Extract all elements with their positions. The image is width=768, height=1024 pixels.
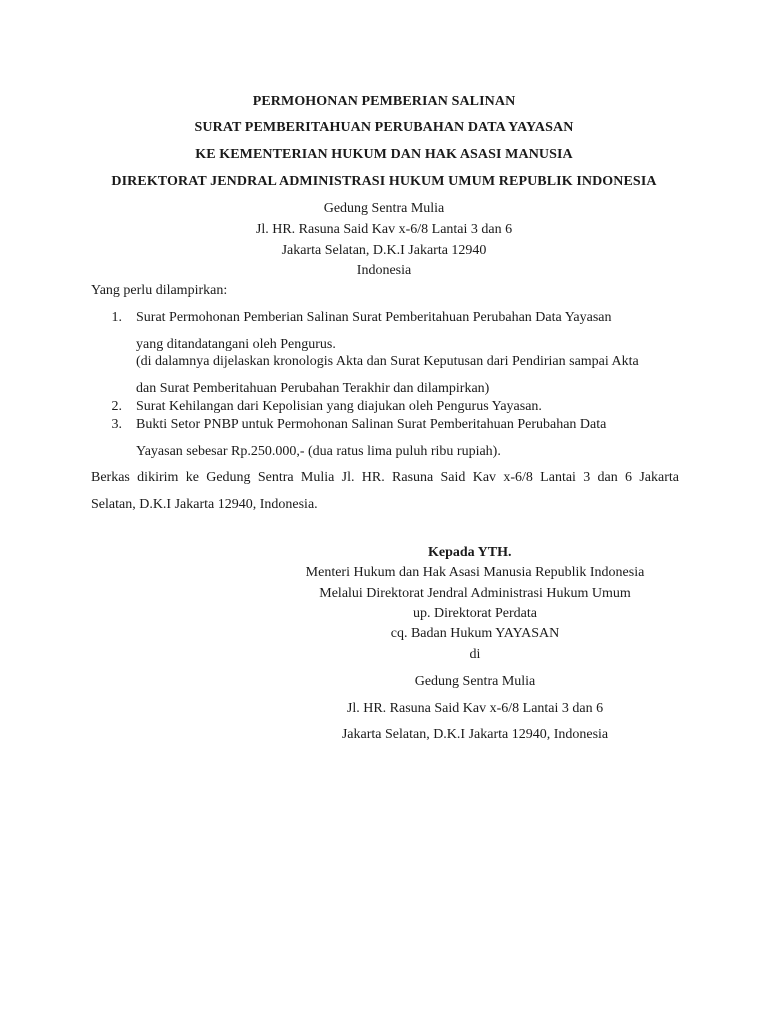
- list-item-1-line-4: dan Surat Pemberitahuan Perubahan Terakhir dan dilampirkan): [136, 381, 490, 396]
- list-item-2-line-1: Surat Kehilangan dari Kepolisian yang diajukan oleh Pengurus Yayasan.: [136, 399, 542, 414]
- title-line-4: DIREKTORAT JENDRAL ADMINISTRASI HUKUM UMUM REPUBLIK INDONESIA: [111, 174, 657, 189]
- list-item-number: 1.: [111, 310, 122, 325]
- recipient-line-7: Jl. HR. Rasuna Said Kav x-6/8 Lantai 3 dan 6: [346, 701, 604, 716]
- address-line-3: Jakarta Selatan, D.K.I Jakarta 12940: [281, 243, 487, 258]
- list-item-1-line-3: (di dalamnya dijelaskan kronologis Akta dan Surat Keputusan dari Pendirian sampai Akta: [136, 354, 639, 369]
- title-line-2: SURAT PEMBERITAHUAN PERUBAHAN DATA YAYASAN: [194, 120, 574, 135]
- list-item-1-line-1: Surat Permohonan Pemberian Salinan Surat Pemberitahuan Perubahan Data Yayasan: [136, 310, 612, 325]
- list-item-number: 2.: [111, 399, 122, 414]
- address-line-2: Jl. HR. Rasuna Said Kav x-6/8 Lantai 3 dan 6: [255, 222, 513, 237]
- recipient-line-2: Melalui Direktorat Jendral Administrasi Hukum Umum: [319, 586, 631, 601]
- address-line-1: Gedung Sentra Mulia: [323, 201, 445, 216]
- shipping-line-2: Selatan, D.K.I Jakarta 12940, Indonesia.: [91, 497, 318, 512]
- recipient-line-8: Jakarta Selatan, D.K.I Jakarta 12940, Indonesia: [341, 727, 609, 742]
- list-item-1-line-2: yang ditandatangani oleh Pengurus.: [136, 337, 336, 352]
- title-line-3: KE KEMENTERIAN HUKUM DAN HAK ASASI MANUSIA: [195, 147, 573, 162]
- recipient-line-5: di: [469, 647, 481, 662]
- recipient-line-1: Menteri Hukum dan Hak Asasi Manusia Republik Indonesia: [305, 565, 645, 580]
- shipping-line-1: Berkas dikirim ke Gedung Sentra Mulia Jl. HR. Rasuna Said Kav x-6/8 Lantai 3 dan 6 Jakarta: [91, 470, 679, 485]
- list-item-3-line-2: Yayasan sebesar Rp.250.000,- (dua ratus lima puluh ribu rupiah).: [136, 444, 501, 459]
- recipient-heading: Kepada YTH.: [428, 545, 512, 560]
- title-line-1: PERMOHONAN PEMBERIAN SALINAN: [252, 94, 516, 109]
- attachments-intro: Yang perlu dilampirkan:: [91, 283, 228, 298]
- recipient-line-3: up. Direktorat Perdata: [412, 606, 537, 621]
- list-item-number: 3.: [111, 417, 122, 432]
- list-item-3-line-1: Bukti Setor PNBP untuk Permohonan Salinan Surat Pemberitahuan Perubahan Data: [136, 417, 607, 432]
- recipient-line-4: cq. Badan Hukum YAYASAN: [390, 626, 560, 641]
- recipient-line-6: Gedung Sentra Mulia: [414, 674, 536, 689]
- address-line-4: Indonesia: [356, 263, 412, 278]
